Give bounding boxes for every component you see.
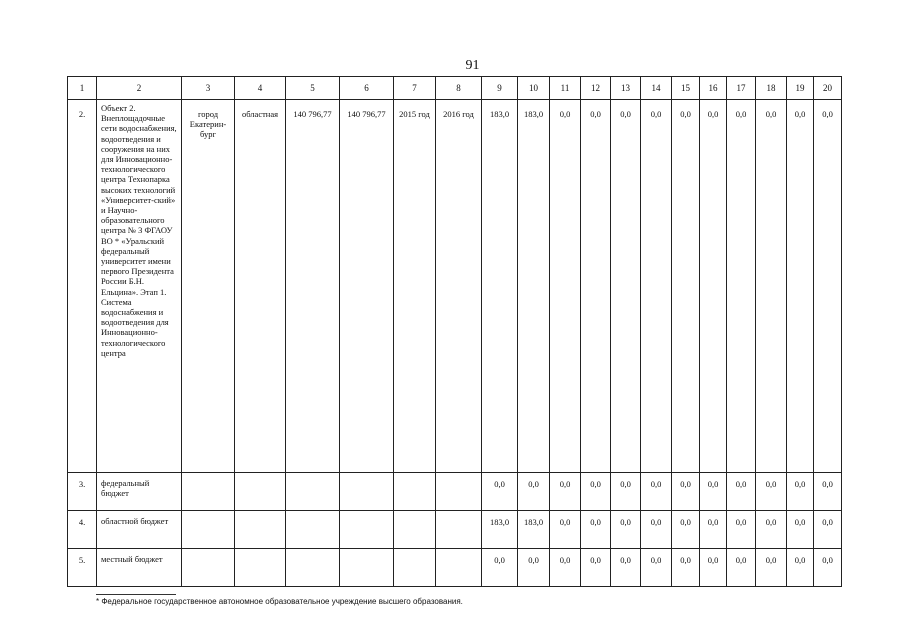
empty-cell xyxy=(286,473,340,511)
budget-source: федеральный бюджет xyxy=(97,473,182,511)
row-number: 4. xyxy=(68,511,97,549)
column-header: 12 xyxy=(581,77,611,100)
row-number: 5. xyxy=(68,549,97,587)
value-cell: 0,0 xyxy=(814,100,842,473)
value-cell: 0,0 xyxy=(641,100,672,473)
column-header: 15 xyxy=(672,77,700,100)
value-cell: 0,0 xyxy=(550,511,581,549)
empty-cell xyxy=(436,473,482,511)
value-cell: 0,0 xyxy=(787,100,814,473)
value-cell: 0,0 xyxy=(727,100,756,473)
column-header: 4 xyxy=(235,77,286,100)
value-cell: 183,0 xyxy=(518,511,550,549)
table-row xyxy=(68,511,842,549)
value-cell: 0,0 xyxy=(814,511,842,549)
value-cell: 0,0 xyxy=(550,473,581,511)
empty-cell xyxy=(182,473,235,511)
empty-cell xyxy=(286,549,340,587)
empty-cell xyxy=(436,549,482,587)
table-row xyxy=(68,473,842,511)
empty-cell xyxy=(235,511,286,549)
value-cell: 0,0 xyxy=(641,511,672,549)
empty-cell xyxy=(394,473,436,511)
value-cell: 0,0 xyxy=(482,549,518,587)
budget-source: местный бюджет xyxy=(97,549,182,587)
value-cell: 183,0 xyxy=(518,100,550,473)
value-cell: 0,0 xyxy=(756,511,787,549)
empty-cell xyxy=(394,549,436,587)
value-cell: 0,0 xyxy=(641,549,672,587)
value-cell: 0,0 xyxy=(581,100,611,473)
column-header: 17 xyxy=(727,77,756,100)
column-header: 9 xyxy=(482,77,518,100)
value-cell: 0,0 xyxy=(787,473,814,511)
end-year-cell: 2016 год xyxy=(436,100,482,473)
object-name: Объект 2. Внеплощадочные сети водоснабжения, водоотведения и сооружения на них для Инновационно-технологического центра Технопарка высоких технологий «Университет-ский» и Научно-образовательного центра № 3 ФГАОУ ВО * «Уральский федеральный университет имени первого Президента России Б.Н. Ельцина». Этап 1. Система водоснабжения и водоотведения для Инновационно-технологического центра xyxy=(97,100,182,473)
value-cell: 0,0 xyxy=(611,100,641,473)
budget-table xyxy=(67,76,842,587)
column-header: 7 xyxy=(394,77,436,100)
empty-cell xyxy=(394,511,436,549)
column-header: 1 xyxy=(68,77,97,100)
value-cell: 0,0 xyxy=(787,549,814,587)
value-cell: 0,0 xyxy=(672,473,700,511)
value-cell: 0,0 xyxy=(611,549,641,587)
row-number: 2. xyxy=(68,100,97,473)
empty-cell xyxy=(182,511,235,549)
column-header: 6 xyxy=(340,77,394,100)
value-cell: 0,0 xyxy=(787,511,814,549)
column-header: 5 xyxy=(286,77,340,100)
value-cell: 0,0 xyxy=(727,473,756,511)
value-cell: 0,0 xyxy=(550,549,581,587)
column-header: 20 xyxy=(814,77,842,100)
value-cell: 0,0 xyxy=(518,549,550,587)
column-header: 19 xyxy=(787,77,814,100)
column-header: 16 xyxy=(700,77,727,100)
column-header: 13 xyxy=(611,77,641,100)
location-cell: город Екатерин-бург xyxy=(182,100,235,473)
empty-cell xyxy=(340,473,394,511)
value-cell: 0,0 xyxy=(672,100,700,473)
column-header: 18 xyxy=(756,77,787,100)
page-number: 91 xyxy=(465,58,480,73)
column-header: 10 xyxy=(518,77,550,100)
budget-source: областной бюджет xyxy=(97,511,182,549)
value-cell: 0,0 xyxy=(581,511,611,549)
value-cell: 0,0 xyxy=(700,549,727,587)
value-cell: 0,0 xyxy=(518,473,550,511)
value-cell: 0,0 xyxy=(814,549,842,587)
value-cell: 0,0 xyxy=(550,100,581,473)
value-cell: 0,0 xyxy=(756,100,787,473)
table-row xyxy=(68,549,842,587)
empty-cell xyxy=(235,473,286,511)
value-cell: 0,0 xyxy=(700,100,727,473)
value-cell: 0,0 xyxy=(756,473,787,511)
value-cell: 0,0 xyxy=(482,473,518,511)
column-header: 3 xyxy=(182,77,235,100)
empty-cell xyxy=(235,549,286,587)
footnote-divider xyxy=(96,594,176,595)
object-row xyxy=(68,100,842,473)
empty-cell xyxy=(436,511,482,549)
empty-cell xyxy=(340,511,394,549)
value-cell: 0,0 xyxy=(611,511,641,549)
value-cell: 0,0 xyxy=(672,511,700,549)
value-cell: 0,0 xyxy=(700,511,727,549)
column-header: 14 xyxy=(641,77,672,100)
value-cell: 183,0 xyxy=(482,100,518,473)
value-cell: 0,0 xyxy=(581,473,611,511)
value-cell: 0,0 xyxy=(727,549,756,587)
value-cell: 0,0 xyxy=(641,473,672,511)
value-cell: 0,0 xyxy=(581,549,611,587)
value-cell: 0,0 xyxy=(611,473,641,511)
column-header: 2 xyxy=(97,77,182,100)
empty-cell xyxy=(182,549,235,587)
cost-cell: 140 796,77 xyxy=(340,100,394,473)
footnote: * Федеральное государственное автономное образовательное учреждение высшего образования. xyxy=(96,597,463,606)
value-cell: 0,0 xyxy=(814,473,842,511)
empty-cell xyxy=(286,511,340,549)
value-cell: 0,0 xyxy=(672,549,700,587)
column-header: 11 xyxy=(550,77,581,100)
column-header: 8 xyxy=(436,77,482,100)
cost-cell: 140 796,77 xyxy=(286,100,340,473)
budget-level-cell: областная xyxy=(235,100,286,473)
row-number: 3. xyxy=(68,473,97,511)
value-cell: 183,0 xyxy=(482,511,518,549)
empty-cell xyxy=(340,549,394,587)
value-cell: 0,0 xyxy=(727,511,756,549)
start-year-cell: 2015 год xyxy=(394,100,436,473)
value-cell: 0,0 xyxy=(700,473,727,511)
header-row xyxy=(68,77,842,100)
value-cell: 0,0 xyxy=(756,549,787,587)
